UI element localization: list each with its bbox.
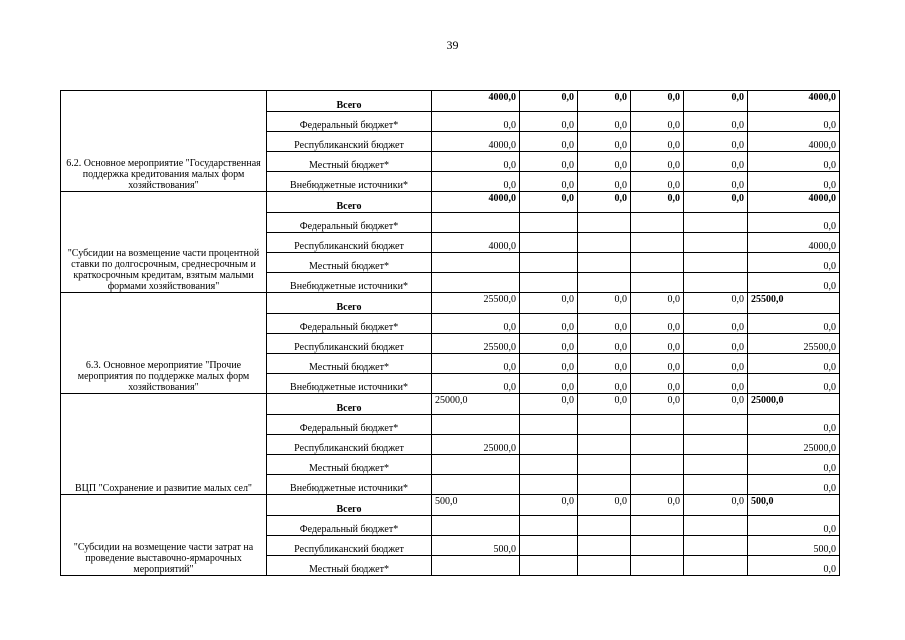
value-cell: 0,0 [520, 334, 578, 354]
value-cell [578, 455, 631, 475]
funding-source-label: Местный бюджет* [267, 253, 432, 273]
value-cell: 0,0 [578, 293, 631, 314]
value-cell [684, 556, 748, 576]
value-cell [520, 516, 578, 536]
value-cell: 0,0 [684, 192, 748, 213]
value-cell: 0,0 [520, 152, 578, 172]
funding-source-label: Федеральный бюджет* [267, 415, 432, 435]
value-cell: 0,0 [631, 293, 684, 314]
value-cell: 0,0 [684, 132, 748, 152]
table-row [61, 91, 840, 112]
value-cell [520, 556, 578, 576]
value-cell: 0,0 [684, 172, 748, 192]
value-cell [631, 273, 684, 293]
value-cell [631, 233, 684, 253]
total-value-cell: 500,0 [748, 495, 840, 516]
value-cell: 4000,0 [432, 91, 520, 112]
value-cell: 0,0 [520, 374, 578, 394]
value-cell: 25000,0 [432, 394, 520, 415]
value-cell: 0,0 [578, 374, 631, 394]
value-cell: 0,0 [520, 293, 578, 314]
total-label: Всего [267, 91, 432, 112]
value-cell [578, 415, 631, 435]
total-label: Всего [267, 495, 432, 516]
value-cell [578, 556, 631, 576]
total-value-cell: 4000,0 [748, 192, 840, 213]
funding-source-label: Внебюджетные источники* [267, 273, 432, 293]
value-cell [432, 516, 520, 536]
value-cell [578, 273, 631, 293]
value-cell: 0,0 [578, 314, 631, 334]
funding-source-label: Республиканский бюджет [267, 536, 432, 556]
total-value-cell: 0,0 [748, 112, 840, 132]
value-cell: 0,0 [631, 334, 684, 354]
table-row [61, 394, 840, 415]
value-cell: 0,0 [684, 495, 748, 516]
value-cell [631, 516, 684, 536]
value-cell [520, 273, 578, 293]
value-cell [684, 415, 748, 435]
value-cell: 0,0 [631, 112, 684, 132]
total-label: Всего [267, 293, 432, 314]
value-cell: 0,0 [631, 192, 684, 213]
value-cell [520, 455, 578, 475]
value-cell: 0,0 [578, 91, 631, 112]
value-cell: 0,0 [432, 172, 520, 192]
value-cell [578, 435, 631, 455]
total-label: Всего [267, 394, 432, 415]
value-cell: 0,0 [578, 132, 631, 152]
value-cell [578, 213, 631, 233]
value-cell [578, 233, 631, 253]
total-value-cell: 0,0 [748, 253, 840, 273]
total-label: Всего [267, 192, 432, 213]
table-row [61, 495, 840, 516]
total-value-cell: 0,0 [748, 556, 840, 576]
total-value-cell: 25500,0 [748, 334, 840, 354]
value-cell [520, 213, 578, 233]
value-cell [520, 415, 578, 435]
total-value-cell: 4000,0 [748, 91, 840, 112]
total-value-cell: 4000,0 [748, 132, 840, 152]
page-number: 39 [446, 38, 459, 52]
value-cell [631, 435, 684, 455]
value-cell [684, 253, 748, 273]
total-value-cell: 0,0 [748, 516, 840, 536]
total-value-cell: 25000,0 [748, 435, 840, 455]
total-value-cell: 25500,0 [748, 293, 840, 314]
total-value-cell: 0,0 [748, 475, 840, 495]
value-cell: 0,0 [578, 354, 631, 374]
value-cell: 0,0 [631, 314, 684, 334]
funding-source-label: Республиканский бюджет [267, 435, 432, 455]
funding-source-label: Республиканский бюджет [267, 132, 432, 152]
total-value-cell: 25000,0 [748, 394, 840, 415]
value-cell: 25500,0 [432, 293, 520, 314]
total-value-cell: 500,0 [748, 536, 840, 556]
value-cell: 0,0 [520, 91, 578, 112]
table-row [61, 192, 840, 213]
value-cell [432, 253, 520, 273]
value-cell: 0,0 [631, 394, 684, 415]
value-cell [578, 516, 631, 536]
value-cell: 0,0 [631, 132, 684, 152]
value-cell: 0,0 [432, 354, 520, 374]
funding-source-label: Внебюджетные источники* [267, 475, 432, 495]
total-value-cell: 0,0 [748, 213, 840, 233]
total-value-cell: 0,0 [748, 273, 840, 293]
value-cell: 25000,0 [432, 435, 520, 455]
value-cell: 0,0 [432, 152, 520, 172]
value-cell: 0,0 [578, 495, 631, 516]
measure-title: ВЦП "Сохранение и развитие малых сел" [61, 394, 267, 495]
total-value-cell: 0,0 [748, 354, 840, 374]
value-cell [631, 475, 684, 495]
value-cell: 0,0 [684, 394, 748, 415]
value-cell [684, 516, 748, 536]
value-cell: 0,0 [684, 374, 748, 394]
value-cell [631, 415, 684, 435]
value-cell: 4000,0 [432, 132, 520, 152]
value-cell: 0,0 [684, 314, 748, 334]
value-cell [520, 233, 578, 253]
value-cell: 0,0 [631, 354, 684, 374]
value-cell: 0,0 [684, 112, 748, 132]
funding-source-label: Республиканский бюджет [267, 233, 432, 253]
value-cell: 0,0 [578, 112, 631, 132]
value-cell: 0,0 [520, 314, 578, 334]
measure-title: 6.3. Основное мероприятие "Прочие мероприятия по поддержке малых форм хозяйствования" [61, 293, 267, 394]
value-cell: 0,0 [520, 192, 578, 213]
value-cell [684, 536, 748, 556]
total-value-cell: 0,0 [748, 415, 840, 435]
value-cell: 0,0 [684, 354, 748, 374]
value-cell: 0,0 [631, 91, 684, 112]
value-cell: 0,0 [432, 374, 520, 394]
funding-source-label: Местный бюджет* [267, 354, 432, 374]
value-cell: 0,0 [631, 374, 684, 394]
value-cell [520, 536, 578, 556]
value-cell [432, 273, 520, 293]
value-cell: 25500,0 [432, 334, 520, 354]
value-cell [432, 556, 520, 576]
value-cell: 0,0 [520, 495, 578, 516]
value-cell: 0,0 [684, 293, 748, 314]
value-cell: 0,0 [684, 91, 748, 112]
value-cell [520, 253, 578, 273]
value-cell [578, 253, 631, 273]
value-cell [631, 455, 684, 475]
funding-source-label: Федеральный бюджет* [267, 314, 432, 334]
funding-source-label: Федеральный бюджет* [267, 516, 432, 536]
value-cell [578, 536, 631, 556]
value-cell [684, 213, 748, 233]
value-cell: 0,0 [520, 394, 578, 415]
value-cell: 0,0 [631, 495, 684, 516]
value-cell [684, 475, 748, 495]
value-cell: 500,0 [432, 536, 520, 556]
value-cell: 0,0 [578, 172, 631, 192]
measure-title: "Субсидии на возмещение части затрат на проведение выставочно-ярмарочных мероприятий" [61, 495, 267, 576]
value-cell: 0,0 [684, 334, 748, 354]
value-cell: 0,0 [578, 152, 631, 172]
value-cell: 500,0 [432, 495, 520, 516]
funding-source-label: Местный бюджет* [267, 556, 432, 576]
value-cell [631, 213, 684, 233]
value-cell: 0,0 [578, 334, 631, 354]
value-cell: 0,0 [432, 112, 520, 132]
budget-table [60, 90, 840, 576]
value-cell: 0,0 [520, 354, 578, 374]
funding-source-label: Федеральный бюджет* [267, 213, 432, 233]
funding-source-label: Внебюджетные источники* [267, 374, 432, 394]
value-cell: 0,0 [578, 394, 631, 415]
value-cell [631, 556, 684, 576]
value-cell: 0,0 [432, 314, 520, 334]
value-cell [684, 435, 748, 455]
funding-source-label: Местный бюджет* [267, 152, 432, 172]
value-cell [684, 455, 748, 475]
value-cell [684, 273, 748, 293]
value-cell [631, 253, 684, 273]
value-cell [631, 536, 684, 556]
value-cell [432, 475, 520, 495]
table-row [61, 293, 840, 314]
total-value-cell: 0,0 [748, 455, 840, 475]
value-cell [432, 415, 520, 435]
measure-title: 6.2. Основное мероприятие "Государственная поддержка кредитования малых форм хозяйствования" [61, 91, 267, 192]
value-cell: 0,0 [520, 112, 578, 132]
value-cell: 0,0 [520, 132, 578, 152]
value-cell: 4000,0 [432, 192, 520, 213]
value-cell: 0,0 [631, 172, 684, 192]
total-value-cell: 4000,0 [748, 233, 840, 253]
measure-title: "Субсидии на возмещение части процентной ставки по долгосрочным, среднесрочным и краткосрочным кредитам, взятым малыми формами хозяйствования" [61, 192, 267, 293]
total-value-cell: 0,0 [748, 152, 840, 172]
funding-source-label: Местный бюджет* [267, 455, 432, 475]
value-cell [520, 435, 578, 455]
funding-source-label: Внебюджетные источники* [267, 172, 432, 192]
funding-source-label: Республиканский бюджет [267, 334, 432, 354]
value-cell [578, 475, 631, 495]
value-cell [432, 213, 520, 233]
value-cell [684, 233, 748, 253]
value-cell: 0,0 [520, 172, 578, 192]
value-cell: 0,0 [684, 152, 748, 172]
total-value-cell: 0,0 [748, 172, 840, 192]
value-cell: 4000,0 [432, 233, 520, 253]
value-cell: 0,0 [578, 192, 631, 213]
value-cell: 0,0 [631, 152, 684, 172]
value-cell [432, 455, 520, 475]
value-cell [520, 475, 578, 495]
funding-source-label: Федеральный бюджет* [267, 112, 432, 132]
total-value-cell: 0,0 [748, 374, 840, 394]
total-value-cell: 0,0 [748, 314, 840, 334]
